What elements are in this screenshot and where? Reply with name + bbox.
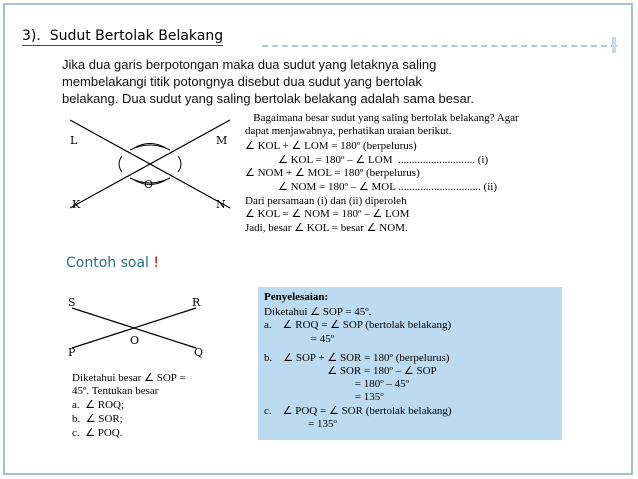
label-l: L <box>70 134 78 147</box>
explanation-line: ∠ KOL = 180º – ∠ LOM ............................ (i) <box>245 153 489 166</box>
intersecting-lines-svg <box>66 112 234 215</box>
label-k: K <box>72 198 81 211</box>
solution-box <box>258 287 562 440</box>
label-n: N <box>216 198 226 211</box>
example-question <box>72 372 248 440</box>
solution-line: = 180º – 45º <box>264 378 410 391</box>
explanation-line: ∠ KOL = ∠ NOM = 180º – ∠ LOM <box>245 208 410 221</box>
example-heading-text: Contoh soal <box>66 255 154 271</box>
explanation-line: ∠ KOL + ∠ LOM = 180º (berpelurus) <box>245 140 417 153</box>
label-s: S <box>68 296 76 309</box>
question-line: a. ∠ ROQ; <box>72 399 125 411</box>
label-r: R <box>192 296 201 309</box>
angle-arc-top-inner <box>134 144 166 149</box>
question-line: 45º. Tentukan besar <box>72 385 159 397</box>
intersecting-lines-figure <box>66 112 234 215</box>
question-line: c. ∠ POQ. <box>72 427 123 439</box>
explanation-line: dapat menjawabnya, perhatikan uraian berikut. <box>245 124 452 137</box>
paragraph-line: belakang. Dua sudut yang saling bertolak belakang adalah sama besar. <box>62 91 474 106</box>
label-q: Q <box>194 346 204 359</box>
explanation-line: ∠ NOM = 180º – ∠ MOL .............................. (ii) <box>245 180 497 193</box>
solution-line: a. ∠ ROQ = ∠ SOP (bertolak belakang) <box>264 319 452 332</box>
solution-line: c. ∠ POQ = ∠ SOR (bertolak belakang) <box>264 404 452 417</box>
title-dashed-divider <box>262 45 617 47</box>
label-o2: O <box>130 334 140 347</box>
title-accent-bar <box>612 37 616 53</box>
label-o: O <box>144 178 154 191</box>
paragraph-line: Jika dua garis berpotongan maka dua sudut yang letaknya saling <box>62 57 437 72</box>
explanation-line: ∠ NOM + ∠ MOL = 180º (berpelurus) <box>245 167 420 180</box>
question-line: Diketahui besar ∠ SOP = <box>72 372 186 384</box>
solution-line: = 45º <box>264 332 335 345</box>
example-figure <box>66 296 218 360</box>
example-heading <box>66 255 159 271</box>
slide-title-row <box>22 27 223 47</box>
question-line: b. ∠ SOR; <box>72 413 123 425</box>
solution-line: b. ∠ SOP + ∠ SOR = 180º (berpelurus) <box>264 351 450 364</box>
explanation-line: Jadi, besar ∠ KOL = besar ∠ NOM. <box>245 221 408 234</box>
label-m: M <box>216 134 228 147</box>
explanation-line: Dari persamaan (i) dan (ii) diperoleh <box>245 194 407 207</box>
example-heading-exclamation: ! <box>153 255 159 271</box>
definition-paragraph <box>62 56 582 107</box>
label-p: P <box>68 346 76 359</box>
paragraph-line: membelakangi titik potongnya disebut dua sudut yang bertolak <box>62 74 422 89</box>
slide-title: 3). Sudut Bertolak Belakang <box>22 28 224 44</box>
solution-line: = 135º <box>264 391 384 404</box>
angle-arc-right <box>178 156 181 172</box>
explanation-text <box>245 112 607 246</box>
solution-line: Diketahui ∠ SOP = 45º. <box>264 306 372 319</box>
solution-line: ∠ SOR = 180º – ∠ SOP <box>264 365 437 378</box>
solution-line: = 135º <box>264 417 337 430</box>
angle-arc-left <box>119 156 122 172</box>
explanation-line: Bagaimana besar sudut yang saling bertolak belakang? Agar <box>245 112 519 124</box>
solution-heading: Penyelesaian: <box>264 291 329 303</box>
